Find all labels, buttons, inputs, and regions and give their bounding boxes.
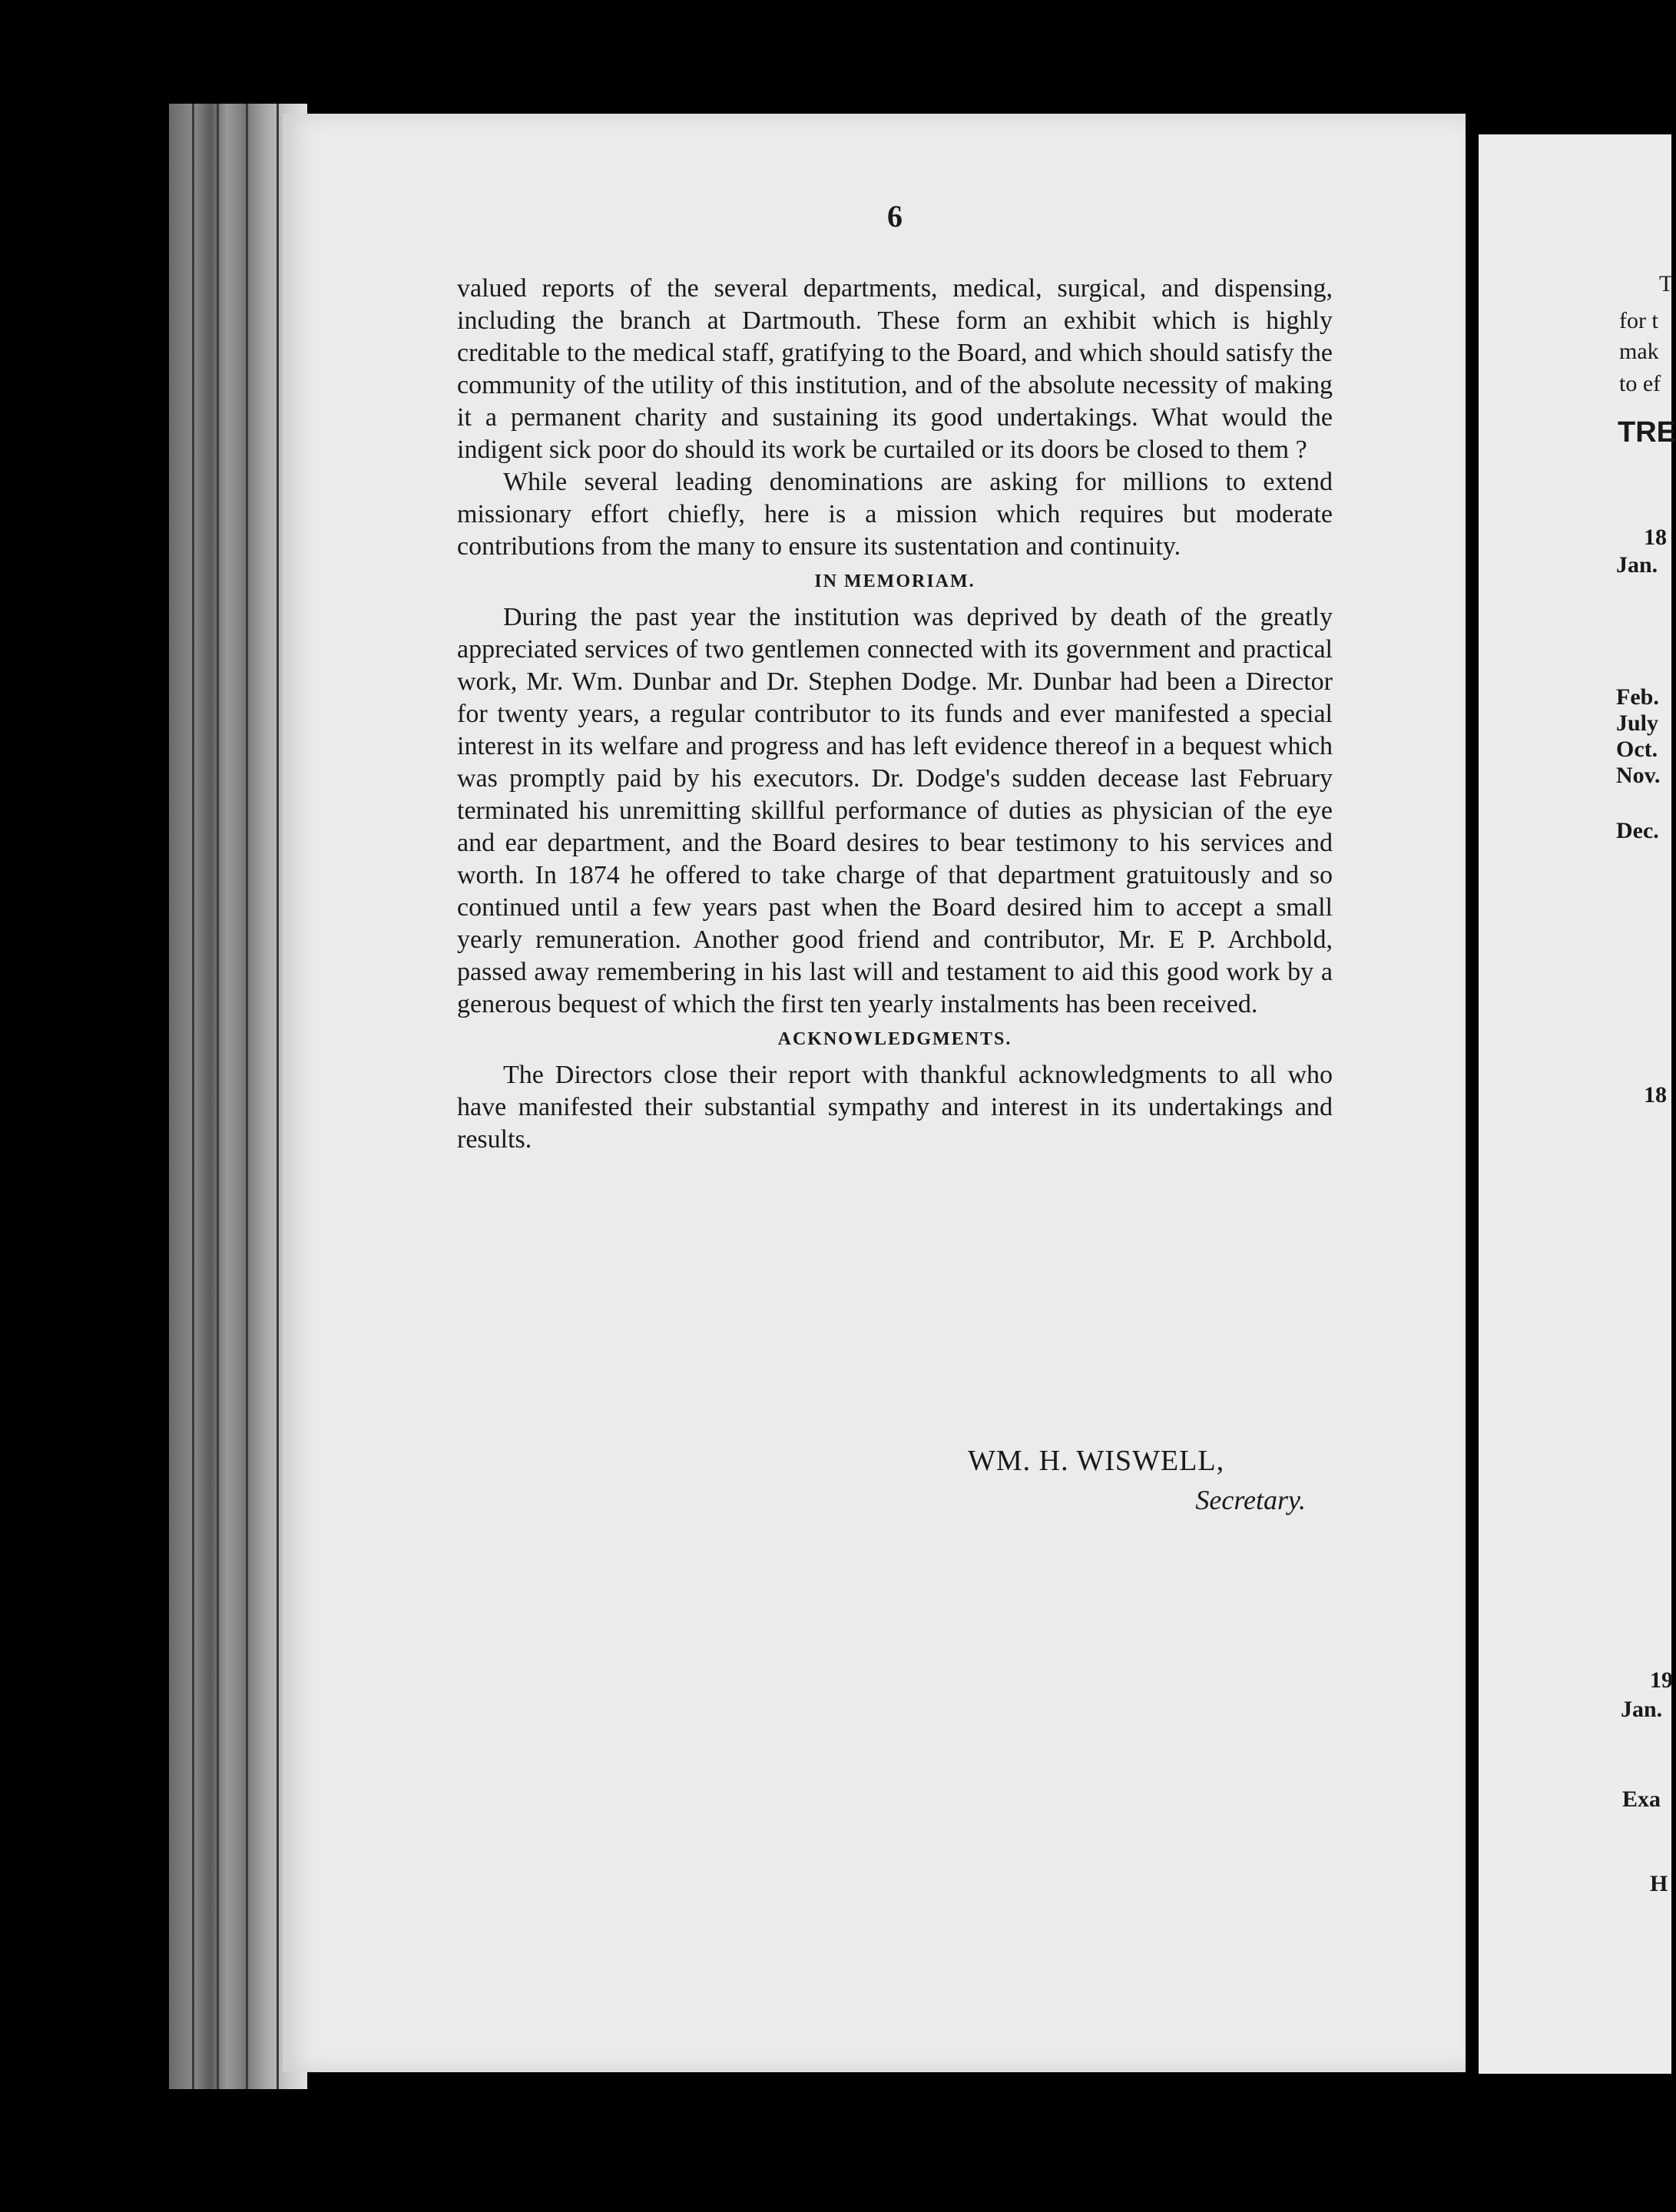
right-fragment: Dec. xyxy=(1616,818,1659,843)
acknowledgments-heading: ACKNOWLEDGMENTS. xyxy=(777,1029,1012,1049)
right-fragment: for t xyxy=(1619,308,1658,333)
paragraph-missions: While several leading denominations are asking for millions to extend missionary effort chiefly, here is a mission which requires but moderate contributions from the many to ensure its sustentation and continuity. xyxy=(457,468,1333,561)
right-fragment: 19 xyxy=(1650,1667,1673,1693)
signatory-name: WM. H. WISWELL, xyxy=(968,1445,1225,1477)
right-fragment: Nov. xyxy=(1616,763,1661,788)
memoriam-paragraph: During the past year the institution was deprived by death of the greatly appreciated services of two gentlemen connected with its government and practical work, Mr. Wm. Dunbar and Dr. Stephen Dodge. Mr. Dunbar had been a Director for twenty years, a regular contributor to its funds and ever manifested a special interest in its welfare and progress and has left evidence thereof in a bequest which was promptly paid by his executors. Dr. Dodge's sudden decease last February terminated his unremitting skillful performance of duties as physician of the eye and ear department, and the Board desires to bear testimony to his services and worth. In 1874 he offered to take charge of that department gratuitously and so continued until a few years past when the Board desired him to accept a small yearly remuneration. Another good friend and contributor, Mr. E P. Archbold, passed away remembering in his last will and testament to aid this good work by a generous bequest of which the first ten yearly instalments has been received. xyxy=(457,603,1333,1018)
right-fragment: Jan. xyxy=(1621,1697,1663,1722)
signatory-title: Secretary. xyxy=(1195,1485,1306,1515)
right-fragment: July xyxy=(1616,710,1659,736)
right-fragment: Exa xyxy=(1622,1786,1661,1812)
acknowledgments-paragraph: The Directors close their report with thankful acknowledgments to all who have manifested their substantial sympathy and interest in its undertakings and results. xyxy=(457,1061,1333,1154)
right-fragment: to ef xyxy=(1619,371,1661,396)
right-fragment: H xyxy=(1650,1871,1668,1896)
signature-block xyxy=(906,1444,1306,1516)
right-fragment: 18 xyxy=(1644,525,1667,550)
spine-line xyxy=(246,104,248,2089)
right-fragment: Oct. xyxy=(1616,737,1658,762)
spine-line xyxy=(277,104,279,2089)
right-fragment: 18 xyxy=(1644,1082,1667,1108)
memoriam-heading: IN MEMORIAM. xyxy=(814,571,975,591)
page-body xyxy=(457,273,1333,1156)
right-fragment: mak xyxy=(1619,339,1659,364)
spine-line xyxy=(192,104,194,2089)
right-fragment: Jan. xyxy=(1616,552,1658,578)
right-heading-fragment: TRE xyxy=(1618,416,1676,449)
page-number: 6 xyxy=(887,199,903,233)
right-fragment: T xyxy=(1659,271,1674,296)
right-fragment: Feb. xyxy=(1616,684,1659,710)
paragraph-reports: valued reports of the several departments, medical, surgical, and dispensing, including the branch at Dartmouth. These form an exhibit which is highly creditable to the medical staff, gratifying to the Board, and which should satisfy the community of the utility of this institution, and of the absolute necessity of making it a permanent charity and sustaining its good undertakings. What would the indigent sick poor do should its work be curtailed or its doors be closed to them ? xyxy=(457,274,1333,464)
spine-line xyxy=(217,104,219,2089)
